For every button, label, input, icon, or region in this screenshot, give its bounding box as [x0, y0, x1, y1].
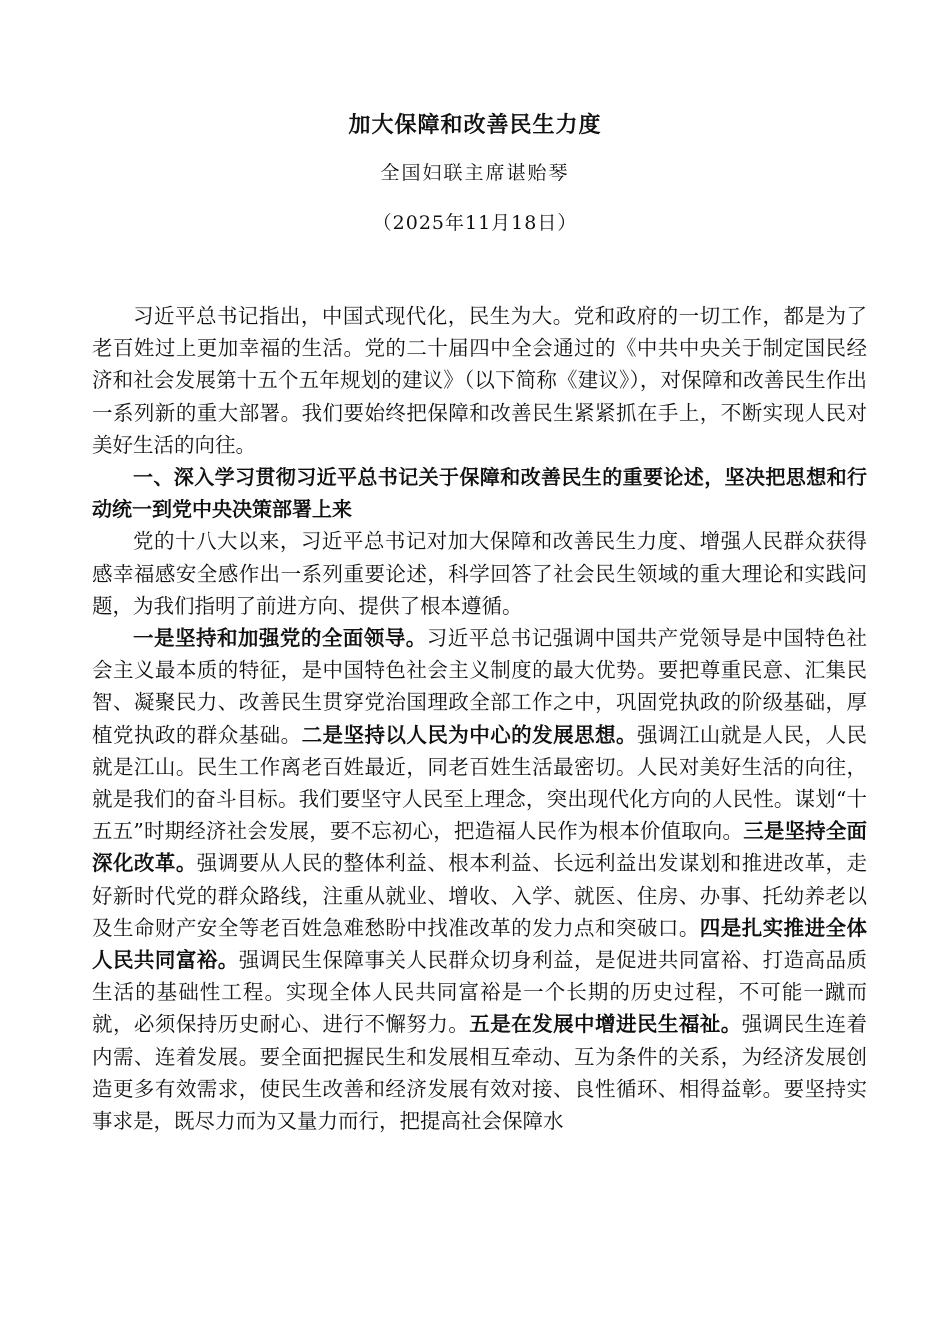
- document-body: [92, 300, 867, 1137]
- point-5-text: 强调民生连着内需、连着发展。要全面把握民生和发展相互牵动、互为条件的关系，为经济发展创造更多有效需求，使民生改善和经济发展有效对接、良性循环、相得益彰。要坚持实事求是，既尽力而为又量力而行，把提高社会保障水: [92, 1012, 868, 1134]
- section-heading: 一、深入学习贯彻习近平总书记关于保障和改善民生的重要论述，坚决把思想和行动统一到党中央决策部署上来: [92, 465, 867, 522]
- document-author: 全国妇联主席谌贻琴: [380, 162, 570, 184]
- document-date: （2025年11月18日）: [372, 212, 578, 234]
- intro-paragraph: 习近平总书记指出，中国式现代化，民生为大。党和政府的一切工作，都是为了老百姓过上更加幸福的生活。党的二十届四中全会通过的《中共中央关于制定国民经济和社会发展第十五个五年规划的建议》（以下简称《建议》），对保障和改善民生作出一系列新的重大部署。我们要始终把保障和改善民生紧紧抓在手上，不断实现人民对美好生活的向往。: [92, 304, 867, 457]
- document-title: 加大保障和改善民生力度: [348, 112, 602, 138]
- point-4-text: 强调民生保障事关人民群众切身利益，是促进共同富裕、打造高品质生活的基础性工程。实现全体人民共同富裕是一个长期的历史过程，不可能一蹴而就，必须保持历史耐心、进行不懈努力。: [92, 948, 868, 1037]
- key-points-paragraph: [92, 622, 867, 1137]
- point-1-title: 一是坚持和加强党的全面领导。: [133, 626, 427, 651]
- point-3-title: 三是坚持全面深化改革。: [92, 819, 868, 876]
- point-5-title: 五是在发展中增进民生福祉。: [469, 1012, 742, 1037]
- section-intro-paragraph: 党的十八大以来，习近平总书记对加大保障和改善民生力度、增强人民群众获得感幸福感安全感作出一系列重要论述，科学回答了社会民生领域的重大理论和实践问题，为我们指明了前进方向、提供了根本遵循。: [92, 529, 867, 618]
- point-2-text: 强调江山就是人民，人民就是江山。民生工作离老百姓最近，同老百姓生活最密切。人民对美好生活的向往，就是我们的奋斗目标。我们要坚守人民至上理念，突出现代化方向的人民性。谋划“十五五”时期经济社会发展，要不忘初心，把造福人民作为根本价值取向。: [92, 722, 868, 844]
- point-1-text: 习近平总书记强调中国共产党领导是中国特色社会主义最本质的特征，是中国特色社会主义制度的最大优势。要把尊重民意、汇集民智、凝聚民力、改善民生贯穿党治国理政全部工作之中，巩固党执政的阶级基础，厚植党执政的群众基础。: [92, 626, 868, 747]
- point-4-title: 四是扎实推进全体人民共同富裕。: [92, 915, 868, 973]
- point-3-text: 强调要从人民的整体利益、根本利益、长远利益出发谋划和推进改革，走好新时代党的群众路线，注重从就业、增收、入学、就医、住房、办事、托幼养老以及生命财产安全等老百姓急难愁盼中找准改革的发力点和突破口。: [92, 851, 868, 940]
- point-2-title: 二是坚持以人民为中心的发展思想。: [301, 722, 637, 747]
